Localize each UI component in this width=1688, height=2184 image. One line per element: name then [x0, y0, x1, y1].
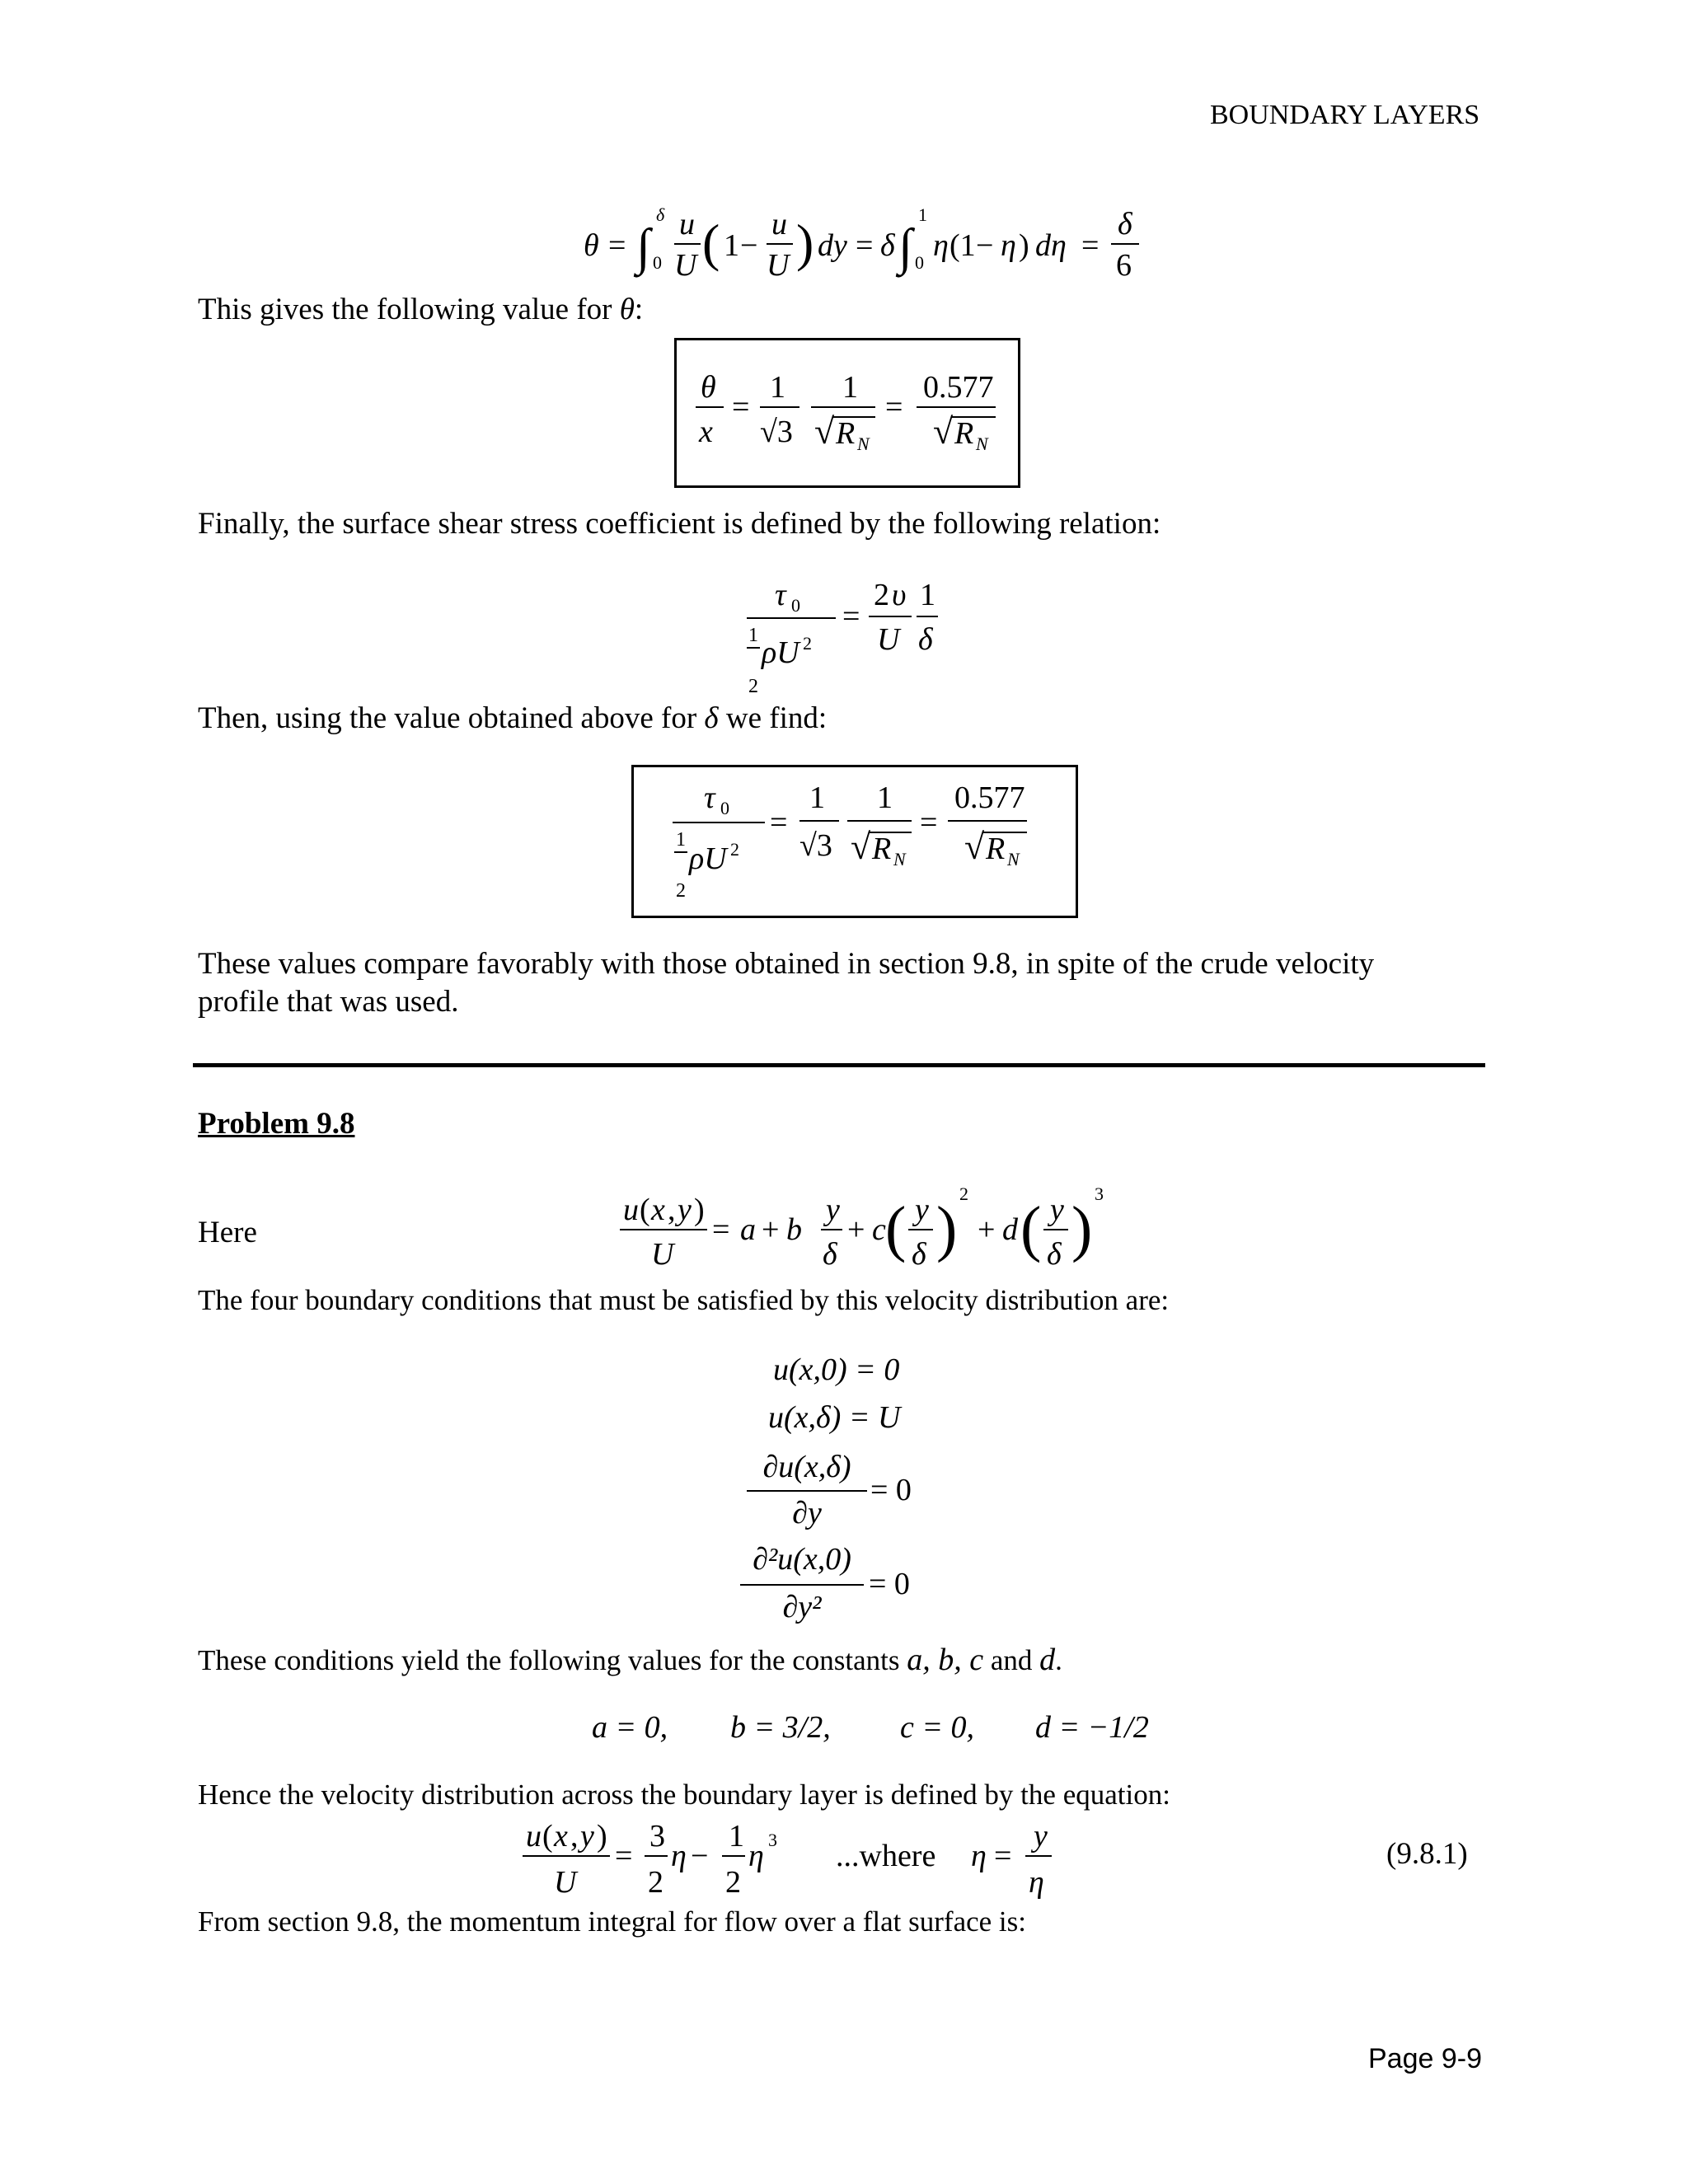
svg-text:3: 3	[649, 1819, 665, 1854]
svg-text:η: η	[748, 1839, 764, 1873]
svg-text:2: 2	[959, 1183, 968, 1204]
bc-2: u(x,δ) = U	[768, 1400, 901, 1435]
svg-text:c: c	[872, 1212, 886, 1247]
svg-text:η: η	[1001, 228, 1016, 263]
svg-text:=: =	[770, 805, 788, 840]
svg-text:2: 2	[803, 633, 812, 654]
conditions-yield-line	[198, 1642, 1062, 1679]
constant-c-value: c = 0,	[900, 1710, 975, 1745]
svg-text:√: √	[814, 411, 835, 452]
svg-text:(1: (1	[950, 228, 976, 263]
delta-symbol: δ	[704, 701, 719, 735]
bc-3-denominator: ∂y	[792, 1496, 822, 1530]
where-text: ...where	[836, 1839, 936, 1873]
svg-text:η: η	[933, 228, 949, 263]
svg-text:−: −	[691, 1839, 709, 1873]
shear-result-equation	[643, 773, 1071, 913]
svg-text:1: 1	[748, 625, 758, 646]
svg-text:=: =	[608, 228, 626, 263]
svg-text:∫: ∫	[636, 219, 650, 275]
four-bc-paragraph: The four boundary conditions that must be satisfied by this velocity distribution are:	[198, 1284, 1170, 1316]
bc-4-fraction-bar	[740, 1584, 864, 1586]
svg-text:x: x	[651, 1193, 665, 1227]
running-header: BOUNDARY LAYERS	[1210, 100, 1480, 130]
svg-text:−: −	[976, 228, 994, 263]
svg-text:y: y	[580, 1819, 594, 1854]
svg-text:R: R	[986, 832, 1006, 866]
svg-text:∫: ∫	[898, 219, 912, 275]
svg-text:U: U	[651, 1237, 674, 1272]
velocity-polynomial	[610, 1179, 1121, 1286]
svg-text:ρU: ρU	[762, 635, 799, 670]
svg-text:y: y	[826, 1193, 840, 1227]
theta-intro-line	[198, 292, 643, 328]
svg-text:δ: δ	[656, 204, 665, 225]
svg-text:dy: dy	[818, 228, 847, 263]
bc-3-fraction-bar	[747, 1490, 867, 1492]
theta-result-equation	[684, 346, 1014, 478]
svg-text:2: 2	[874, 578, 889, 612]
svg-text:6: 6	[1116, 248, 1132, 283]
svg-text:η: η	[1029, 1865, 1044, 1900]
bc-3-rhs: = 0	[870, 1473, 912, 1507]
svg-text:τ: τ	[704, 780, 715, 815]
svg-text:1: 1	[676, 829, 686, 851]
svg-text:2: 2	[730, 839, 739, 860]
constant-b-value: b = 3/2,	[730, 1710, 831, 1745]
svg-text:√3: √3	[760, 415, 793, 449]
then-using-line	[198, 701, 827, 737]
constant-a-value: a = 0,	[592, 1710, 668, 1745]
svg-text:U: U	[554, 1865, 577, 1900]
conditions-dot: .	[1055, 1644, 1062, 1676]
svg-text:+: +	[978, 1212, 996, 1247]
svg-text:δ: δ	[918, 622, 933, 657]
section-divider	[193, 1063, 1485, 1067]
svg-text:1: 1	[729, 1819, 744, 1854]
problem-heading: Problem 9.8	[198, 1107, 355, 1141]
constants-abc: a, b, c	[907, 1643, 984, 1677]
svg-text:y: y	[915, 1193, 929, 1227]
svg-text:U: U	[877, 622, 900, 657]
svg-text:u: u	[526, 1819, 542, 1854]
hence-paragraph: Hence the velocity distribution across the boundary layer is defined by the equation:	[198, 1779, 1170, 1811]
svg-text:=: =	[885, 390, 903, 424]
svg-text:2: 2	[748, 676, 758, 697]
svg-text:d: d	[1002, 1212, 1018, 1247]
theta-integral-equation	[577, 198, 1170, 288]
svg-text:): )	[796, 213, 814, 272]
svg-text:=: =	[615, 1839, 633, 1873]
compare-line-2: profile that was used.	[198, 985, 459, 1019]
page-number: Page 9-9	[1368, 2043, 1482, 2074]
bc-4-numerator: ∂²u(x,0)	[753, 1542, 851, 1577]
svg-text:√: √	[851, 827, 871, 867]
finally-paragraph: Finally, the surface shear stress coefficient is defined by the following relation:	[198, 507, 1161, 541]
svg-text:υ: υ	[892, 578, 907, 612]
bc-3-numerator: ∂u(x,δ)	[762, 1450, 851, 1484]
svg-text:R: R	[836, 416, 856, 451]
svg-text:(: (	[885, 1194, 907, 1263]
from-section-paragraph: From section 9.8, the momentum integral for flow over a flat surface is:	[198, 1905, 1027, 1938]
conditions-and: and	[990, 1644, 1033, 1676]
svg-text:a: a	[740, 1212, 756, 1247]
svg-text:N: N	[976, 434, 988, 454]
then-using-text: Then, using the value obtained above for	[198, 701, 697, 735]
svg-text:): )	[936, 1194, 958, 1263]
then-using-tail: we find:	[725, 701, 828, 735]
svg-text:=: =	[920, 805, 938, 840]
svg-text:x: x	[554, 1819, 568, 1854]
svg-text:y: y	[678, 1193, 692, 1227]
svg-text:R: R	[954, 416, 974, 451]
svg-text:η: η	[971, 1839, 987, 1873]
velocity-distribution-equation	[519, 1813, 1080, 1915]
svg-text:1: 1	[770, 370, 785, 405]
shear-stress-definition	[732, 572, 963, 704]
theta-colon: :	[634, 293, 644, 326]
bc-4-rhs: = 0	[869, 1567, 910, 1601]
svg-text:b: b	[786, 1212, 802, 1247]
theta-symbol: θ	[619, 293, 635, 326]
svg-text:y: y	[1034, 1819, 1048, 1854]
svg-text:δ: δ	[823, 1237, 837, 1272]
svg-text:1: 1	[809, 780, 825, 815]
here-label: Here	[198, 1216, 257, 1249]
svg-text:,: ,	[570, 1819, 579, 1854]
svg-text:0: 0	[720, 798, 729, 818]
svg-text:1: 1	[842, 370, 858, 405]
svg-text:θ: θ	[701, 370, 716, 405]
svg-text:N: N	[893, 849, 906, 869]
svg-text:,: ,	[668, 1193, 676, 1227]
svg-text:2: 2	[725, 1865, 741, 1900]
svg-text:x: x	[699, 415, 713, 449]
bc-4-denominator: ∂y²	[782, 1590, 822, 1624]
svg-text:R: R	[872, 832, 892, 866]
svg-text:+: +	[762, 1212, 780, 1247]
svg-text:dη: dη	[1035, 228, 1067, 263]
svg-text:U: U	[674, 248, 697, 283]
theta-0577: 0.577	[923, 370, 994, 405]
svg-text:δ: δ	[880, 228, 895, 263]
conditions-yield-text: These conditions yield the following values for the constants	[198, 1644, 900, 1676]
bc-1: u(x,0) = 0	[773, 1352, 900, 1387]
svg-text:ρU: ρU	[689, 841, 727, 876]
theta-intro-text: This gives the following value for	[198, 293, 612, 326]
svg-text:y: y	[1050, 1193, 1064, 1227]
svg-text:N: N	[857, 434, 870, 454]
svg-text:N: N	[1007, 849, 1020, 869]
svg-text:U: U	[767, 248, 790, 283]
svg-text:δ: δ	[1118, 207, 1132, 241]
svg-text:−: −	[740, 228, 758, 263]
svg-text:1: 1	[920, 578, 935, 612]
svg-text:=: =	[856, 228, 874, 263]
svg-text:τ: τ	[775, 578, 786, 612]
svg-text:(: (	[542, 1819, 553, 1854]
svg-text:0: 0	[653, 252, 662, 273]
svg-text:δ: δ	[1047, 1237, 1062, 1272]
svg-text:2: 2	[648, 1865, 663, 1900]
svg-text:√3: √3	[799, 828, 832, 863]
svg-text:=: =	[732, 390, 750, 424]
svg-text:=: =	[994, 1839, 1012, 1873]
svg-text:): )	[694, 1193, 705, 1227]
svg-text:1: 1	[918, 204, 927, 225]
svg-text:3: 3	[768, 1830, 777, 1850]
svg-text:u: u	[679, 207, 695, 241]
svg-text:1: 1	[724, 228, 739, 263]
svg-text:): )	[597, 1819, 607, 1854]
svg-text:δ: δ	[912, 1237, 926, 1272]
svg-text:): )	[1019, 228, 1029, 263]
svg-text:2: 2	[676, 880, 686, 902]
svg-text:+: +	[847, 1212, 865, 1247]
svg-text:√: √	[964, 827, 985, 867]
svg-text:): )	[1071, 1194, 1093, 1263]
svg-text:3: 3	[1095, 1183, 1104, 1204]
shear-0577: 0.577	[954, 780, 1025, 815]
svg-text:(: (	[1020, 1194, 1042, 1263]
svg-text:√: √	[933, 411, 954, 452]
svg-text:η: η	[671, 1839, 687, 1873]
svg-text:(: (	[640, 1193, 650, 1227]
equation-number: (9.8.1)	[1386, 1837, 1468, 1871]
compare-line-1: These values compare favorably with those obtained in section 9.8, in spite of the crude velocity	[198, 947, 1375, 981]
svg-text:0: 0	[791, 595, 800, 616]
svg-text:0: 0	[915, 252, 924, 273]
constant-d: d	[1039, 1643, 1056, 1677]
svg-text:u: u	[623, 1193, 639, 1227]
svg-text:=: =	[1081, 228, 1100, 263]
svg-text:1: 1	[877, 780, 893, 815]
svg-text:=: =	[712, 1212, 730, 1247]
svg-text:u: u	[771, 207, 787, 241]
svg-text:θ: θ	[584, 228, 599, 263]
svg-text:=: =	[842, 599, 860, 634]
svg-text:(: (	[702, 213, 720, 272]
constant-d-value: d = −1/2	[1035, 1710, 1149, 1745]
